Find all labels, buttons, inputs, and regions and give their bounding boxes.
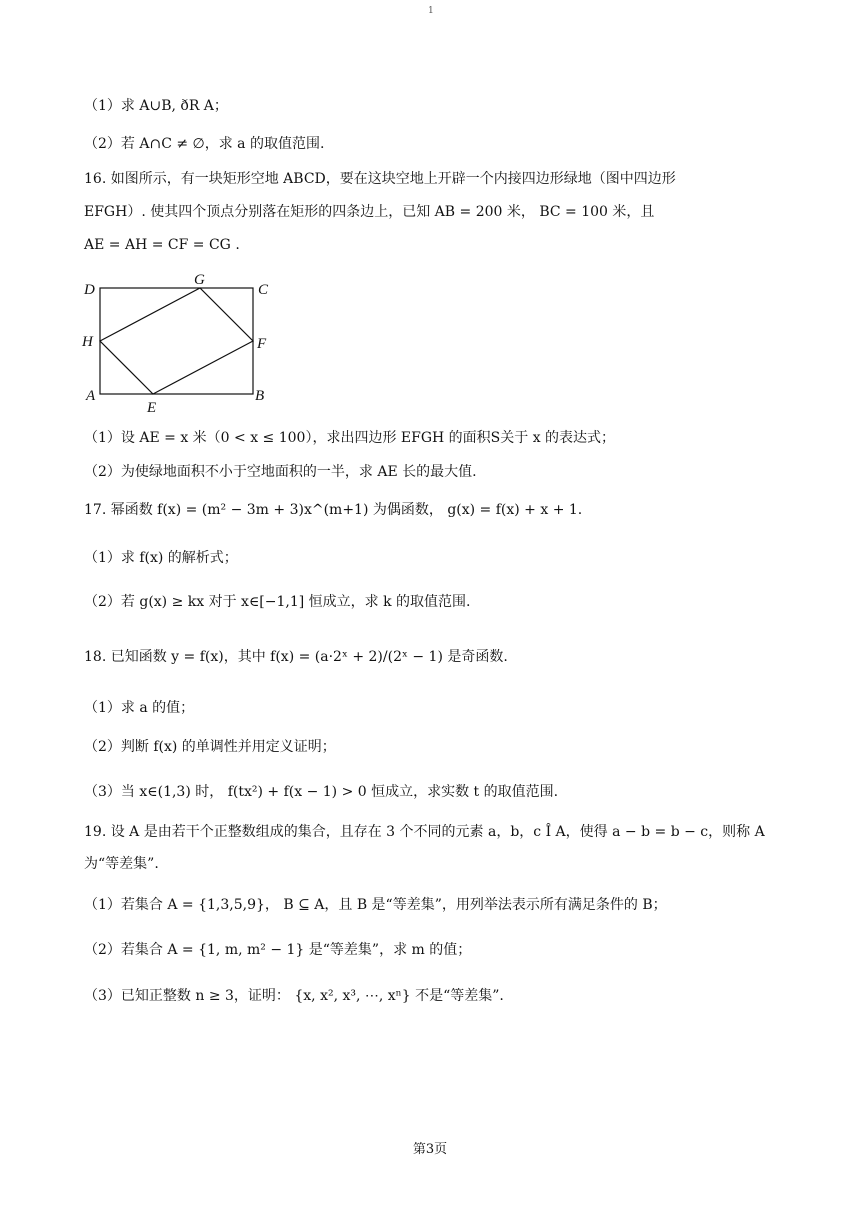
line-19-stem-2: 为“等差集”. [84, 856, 159, 872]
line-15-2: （2）若 A∩C ≠ ∅，求 a 的取值范围. [84, 136, 325, 152]
page-top-mark: 1 [428, 6, 434, 16]
line-18-1: （1）求 a 的值； [84, 700, 195, 716]
label-d: D [84, 282, 95, 298]
line-19-stem-1: 19. 设 A 是由若干个正整数组成的集合，且存在 3 个不同的元素 a，b，c Î A，使得 a − b = b − c，则称 A [84, 824, 765, 840]
label-a: A [86, 388, 96, 404]
line-19-1: （1）若集合 A = {1,3,5,9}， B ⊆ A，且 B 是“等差集”，用列举法表示所有满足条件的 B； [84, 897, 667, 913]
line-16-stem-1: 16. 如图所示，有一块矩形空地 ABCD，要在这块空地上开辟一个内接四边形绿地（图中四边形 [84, 171, 676, 187]
line-18-2: （2）判断 f(x) 的单调性并用定义证明； [84, 739, 336, 755]
line-16-2: （2）为使绿地面积不小于空地面积的一半，求 AE 长的最大值. [84, 464, 477, 480]
label-g: G [194, 272, 205, 288]
line-16-stem-2: EFGH）. 使其四个顶点分别落在矩形的四条边上，已知 AB = 200 米， BC = 100 米，且 [84, 204, 655, 220]
label-b: B [255, 388, 265, 404]
line-17-2: （2）若 g(x) ≥ kx 对于 x∈[−1,1] 恒成立，求 k 的取值范围. [84, 594, 471, 610]
line-19-3: （3）已知正整数 n ≥ 3，证明： {x, x², x³, ⋯, xⁿ} 不是“等差集”. [84, 988, 504, 1004]
line-18-3: （3）当 x∈(1,3) 时， f(tx²) + f(x − 1) > 0 恒成立，求实数 t 的取值范围. [84, 784, 559, 800]
quadrilateral-efgh [100, 288, 253, 394]
line-17-1: （1）求 f(x) 的解析式； [84, 550, 238, 566]
page-footer: 第3页 [412, 1142, 448, 1157]
line-19-2: （2）若集合 A = {1, m, m² − 1} 是“等差集”，求 m 的值； [84, 942, 472, 958]
line-16-1: （1）设 AE = x 米（0 < x ≤ 100），求出四边形 EFGH 的面积S关于 x 的表达式； [84, 430, 616, 446]
line-15-1: （1）求 A∪B, ðR A； [84, 98, 228, 114]
label-f: F [257, 336, 267, 352]
label-e: E [147, 400, 157, 416]
line-17-stem: 17. 幂函数 f(x) = (m² − 3m + 3)x^(m+1) 为偶函数， g(x) = f(x) + x + 1. [84, 502, 583, 518]
line-16-stem-3: AE = AH = CF = CG . [84, 237, 240, 253]
label-c: C [258, 282, 269, 298]
label-h: H [82, 334, 93, 350]
line-18-stem: 18. 已知函数 y = f(x)，其中 f(x) = (a·2ˣ + 2)/(2ˣ − 1) 是奇函数. [84, 649, 508, 665]
rectangle-figure [78, 266, 288, 416]
rectangle-abcd [100, 288, 253, 394]
